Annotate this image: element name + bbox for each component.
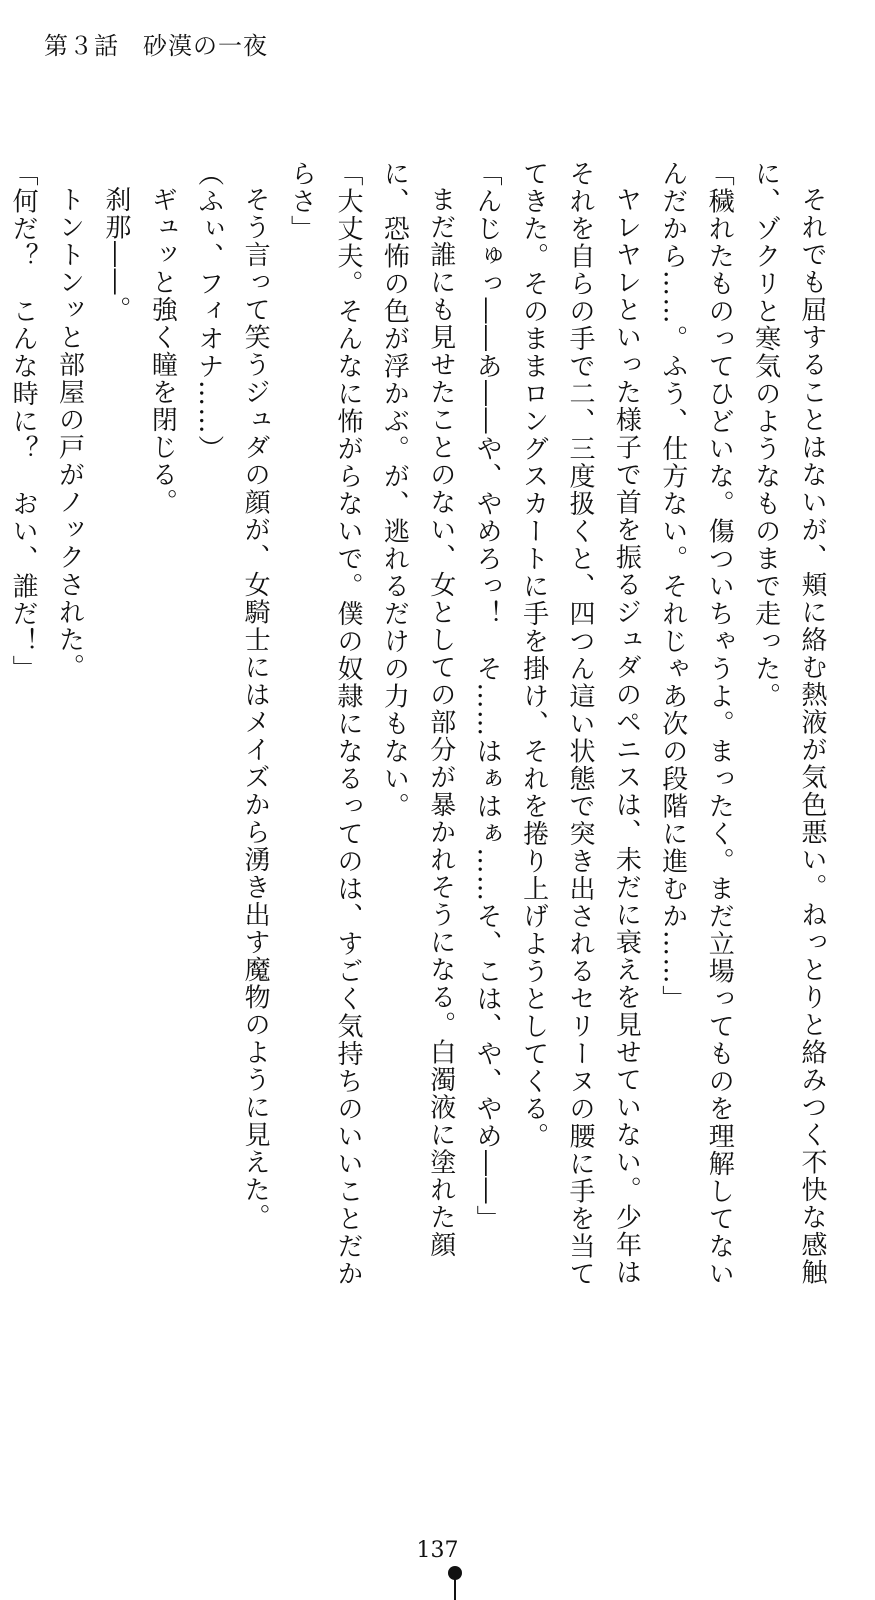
paragraph: 刹那――。 (100, 186, 131, 324)
chapter-number: 第３話 (44, 32, 119, 60)
paragraph: 「大丈夫。そんなに怖がらないで。僕の奴隷になるってのは、すごく気持ちのいいことだからさ」 (286, 160, 363, 1288)
page-marker-icon (448, 1566, 462, 1600)
body-text (8, 160, 835, 1300)
chapter-title: 砂漠の一夜 (143, 32, 268, 60)
page-marker-line (454, 1578, 456, 1600)
paragraph: 「穢れたものってひどいな。傷ついちゃうよ。まったく。まだ立場ってものを理解してないんだから……。ふう、仕方ない。それじゃあ次の段階に進むか……」 (657, 160, 735, 1288)
page-number: 137 (416, 1538, 459, 1563)
paragraph: ヤレヤレといった様子で首を振るジュダのペニスは、未だに衰えを見せていない。少年はそれを自らの手で二、三度扱くと、四つん這い状態で突き出されるセリーヌの腰に手を当ててきた。そのままロングスカートに手を掛け、それを捲り上げようとしてくる。 (518, 160, 642, 1288)
paragraph: そう言って笑うジュダの顔が、女騎士にはメイズから湧き出す魔物のように見えた。 (240, 186, 271, 1231)
paragraph: ギュッと強く瞳を閉じる。 (147, 186, 178, 516)
paragraph: それでも屈することはないが、頬に絡む熱液が気色悪い。ねっとりと絡みつく不快な感触に、ゾクリと寒気のようなものまで走った。 (750, 160, 827, 1286)
paragraph: 「んじゅっ――あ――や、やめろっ！ そ……はぁはぁ……そ、こは、や、やめ――」 (472, 160, 503, 1233)
paragraph: （ふぃ、フィオナ……） (193, 160, 224, 463)
chapter-header (44, 26, 268, 61)
paragraph: まだ誰にも見せたことのない、女としての部分が暴かれそうになる。白濁液に塗れた顔に、恐怖の色が浮かぶ。が、逃れるだけの力もない。 (379, 160, 456, 1259)
paragraph: トントンッと部屋の戸がノックされた。 (54, 186, 85, 681)
paragraph: 「何だ？ こんな時に？ おい、誰だ！」 (8, 160, 39, 683)
